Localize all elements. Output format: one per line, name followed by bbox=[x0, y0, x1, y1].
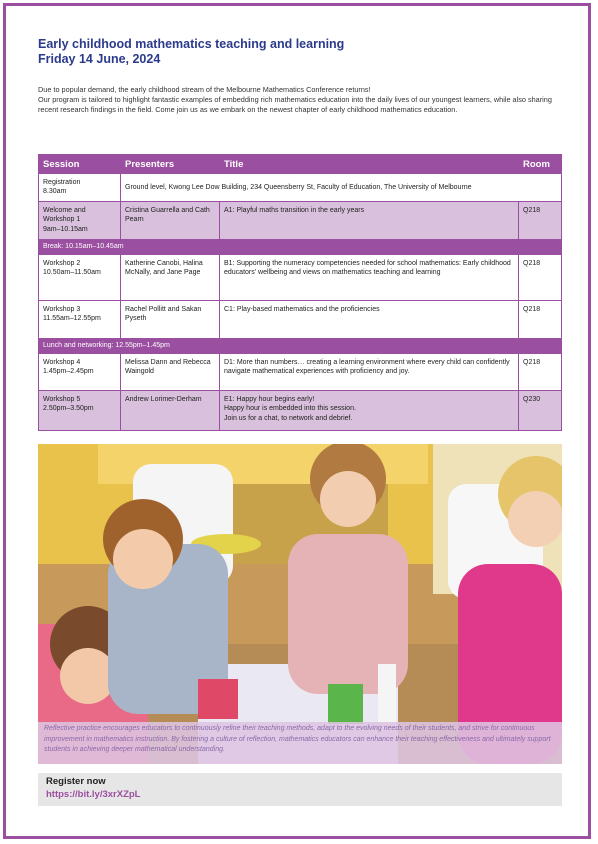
session-time: 11.55am–12.55pm bbox=[43, 315, 101, 323]
header-room: Room bbox=[519, 155, 562, 174]
session-cell bbox=[39, 391, 121, 431]
title-cell: D1: More than numbers… creating a learning environment where every child can confidently navigate mathematical experiences with proficiency and joy. bbox=[220, 354, 519, 391]
title-cell: B1: Supporting the numeracy competencies needed for school mathematics: Early childhood educators' wellbeing and views on mathematics teaching and learning bbox=[220, 255, 519, 301]
register-box bbox=[38, 773, 562, 806]
header-session: Session bbox=[39, 155, 121, 174]
program-table bbox=[38, 154, 562, 431]
session-name: Workshop 4 bbox=[43, 359, 81, 366]
room-cell: Q230 bbox=[519, 391, 562, 431]
table-row bbox=[39, 174, 562, 202]
presenters-cell: Cristina Guarrella and Cath Pearn bbox=[121, 202, 220, 240]
room-cell: Q218 bbox=[519, 301, 562, 339]
session-cell bbox=[39, 174, 121, 202]
classroom-photo bbox=[38, 444, 562, 764]
session-time: 9am–10.15am bbox=[43, 225, 88, 233]
table-row bbox=[39, 255, 562, 301]
presenters-cell: Rachel Pollitt and Sakan Pyseth bbox=[121, 301, 220, 339]
break-cell: Lunch and networking: 12.55pm–1.45pm bbox=[39, 339, 562, 354]
table-header-row bbox=[39, 155, 562, 174]
session-name: Workshop 2 bbox=[43, 260, 81, 267]
intro-paragraph-1: Due to popular demand, the early childhood stream of the Melbourne Mathematics Conference returns! bbox=[38, 85, 371, 94]
presenters-cell: Melissa Dann and Rebecca Waingold bbox=[121, 354, 220, 391]
session-time: 2.50pm–3.50pm bbox=[43, 405, 94, 413]
header-presenters: Presenters bbox=[121, 155, 220, 174]
break-cell: Break: 10.15am–10.45am bbox=[39, 240, 562, 255]
break-row bbox=[39, 339, 562, 354]
title-line: E1: Happy hour begins early! bbox=[224, 396, 315, 403]
table-row bbox=[39, 202, 562, 240]
session-time: 1.45pm–2.45pm bbox=[43, 368, 94, 376]
table-row bbox=[39, 354, 562, 391]
title-line: Happy hour is embedded into this session. bbox=[224, 405, 356, 413]
room-cell: Q218 bbox=[519, 354, 562, 391]
title-cell bbox=[220, 391, 519, 431]
title-line: Join us for a chat, to network and debrief. bbox=[224, 414, 353, 422]
registration-details bbox=[121, 174, 562, 202]
session-time: 10.50am–11.50am bbox=[43, 269, 101, 277]
register-label: Register now bbox=[46, 776, 106, 787]
table-row bbox=[39, 301, 562, 339]
photo-caption: Reflective practice encourages educators to continuously refine their teaching methods, adapt to the evolving needs of their students, and strive for continuous improvement in mathematics instruction. By fostering a culture of reflection, mathematics educators can enhance their teaching effectiveness and ultimately support students in achieving deeper mathematical understanding. bbox=[38, 722, 562, 764]
title-cell: C1: Play-based mathematics and the proficiencies bbox=[220, 301, 519, 339]
room-cell: Q218 bbox=[519, 202, 562, 240]
session-cell bbox=[39, 354, 121, 391]
title-line-1: Early childhood mathematics teaching and learning bbox=[38, 37, 345, 51]
session-cell bbox=[39, 301, 121, 339]
intro-text bbox=[38, 85, 558, 116]
session-name: Welcome and Workshop 1 bbox=[43, 207, 86, 224]
title-cell: A1: Playful maths transition in the early years bbox=[220, 202, 519, 240]
session-name: Registration bbox=[43, 179, 81, 186]
presenters-cell: Andrew Lorimer-Derham bbox=[121, 391, 220, 431]
break-row bbox=[39, 240, 562, 255]
session-time: 8.30am bbox=[43, 188, 67, 196]
classroom-photo-illustration bbox=[38, 444, 562, 764]
page-title bbox=[38, 37, 344, 67]
table-row bbox=[39, 391, 562, 431]
intro-paragraph-2: Our program is tailored to highlight fantastic examples of embedding rich mathematics education into the daily lives of our youngest learners, while also sharing recent research findings in the field. Come join us as we embark on the newest chapter of early childhood mathematics education. bbox=[38, 95, 552, 115]
session-cell bbox=[39, 202, 121, 240]
presenters-cell: Katherine Canobi, Halina McNally, and Jane Page bbox=[121, 255, 220, 301]
session-cell bbox=[39, 255, 121, 301]
session-name: Workshop 3 bbox=[43, 306, 81, 313]
room-cell: Q218 bbox=[519, 255, 562, 301]
session-name: Workshop 5 bbox=[43, 396, 81, 403]
title-line-2: Friday 14 June, 2024 bbox=[38, 52, 161, 66]
header-title: Title bbox=[220, 155, 519, 174]
details-text: Ground level, Kwong Lee Dow Building, 234 Queensberry St, Faculty of Education, The University of Melbourne bbox=[125, 183, 472, 191]
register-link[interactable]: https://bit.ly/3xrXZpL bbox=[46, 789, 141, 800]
